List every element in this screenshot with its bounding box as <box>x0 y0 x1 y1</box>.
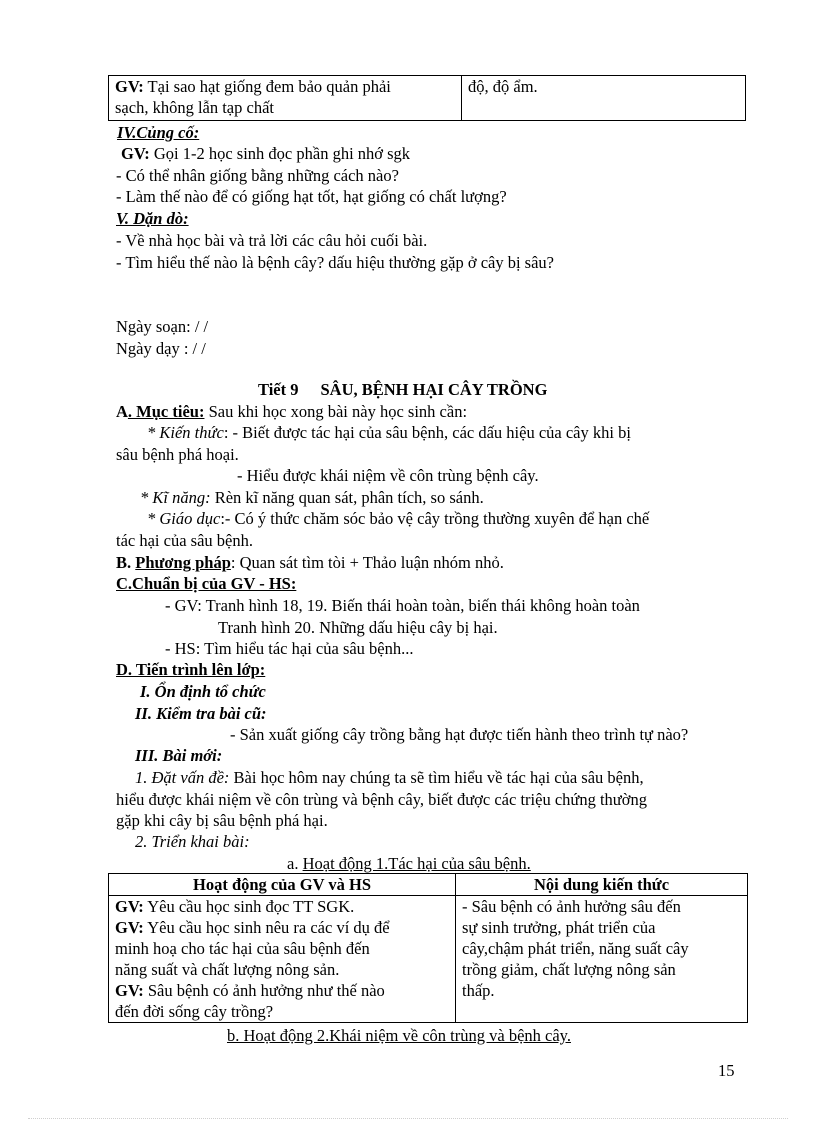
giao-duc-line <box>147 508 649 529</box>
trien-khai-heading: 2. Triển khai bài: <box>135 832 250 851</box>
text: năng suất và chất lượng nông sản. <box>115 960 340 979</box>
cung-co-question-1: - Có thể nhân giống bằng những cách nào? <box>116 166 399 185</box>
text: Gọi 1-2 học sinh đọc phần ghi nhớ sgk <box>149 144 411 163</box>
knowledge-content-cell <box>456 896 748 1023</box>
gv-tag: GV: <box>115 981 144 1000</box>
section-heading-cung-co: IV.Củng cố: <box>117 123 200 142</box>
text: - Sâu bệnh có ảnh hưởng sâu đến <box>462 897 681 916</box>
text: Yêu cầu học sinh nêu ra các ví dụ để <box>143 918 390 937</box>
text: Sâu bệnh có ảnh hưởng như thế nào <box>143 981 385 1000</box>
continued-table <box>108 75 746 121</box>
cung-co-gv-line <box>121 143 410 164</box>
gv-tag: GV: <box>115 897 144 916</box>
chuan-bi-gv-2: Tranh hình 20. Những dấu hiệu cây bị hại. <box>218 618 498 637</box>
text: : - Biết được tác hại của sâu bệnh, các dấu hiệu của cây khi bị <box>223 423 631 442</box>
giao-duc-cont: tác hại của sâu bệnh. <box>116 531 253 550</box>
dan-do-line-2: - Tìm hiểu thế nào là bệnh cây? dấu hiệu thường gặp ở cây bị sâu? <box>116 253 554 272</box>
chuan-bi-hs: - HS: Tìm hiểu tác hại của sâu bệnh... <box>165 639 414 658</box>
text: Rèn kĩ năng quan sát, phân tích, so sánh. <box>210 488 484 507</box>
cell-text: độ, độ ẩm. <box>468 77 538 96</box>
hoat-dong-1-table <box>108 873 748 1023</box>
cell-text: Tại sao hạt giống đem bảo quản phải <box>143 77 391 96</box>
label: . Mục tiêu: <box>127 402 205 421</box>
cell-text: sạch, không lẫn tạp chất <box>115 98 274 117</box>
label: * Kĩ năng: <box>140 488 211 507</box>
label: B. <box>116 553 136 572</box>
chuan-bi-gv-1: - GV: Tranh hình 18, 19. Biến thái hoàn toàn, biến thái không hoàn toàn <box>165 596 640 615</box>
label: A <box>116 402 128 421</box>
table-cell-right <box>462 76 746 121</box>
phuong-phap-line <box>116 552 504 573</box>
table-header-row <box>109 874 748 896</box>
label: a. <box>287 854 303 873</box>
text: Sau khi học xong bài này học sinh cần: <box>204 402 468 421</box>
date-taught: Ngày dạy : / / <box>116 339 206 358</box>
gv-tag: GV: <box>115 918 144 937</box>
ki-nang-line <box>140 487 484 508</box>
dat-van-de-line-3: gặp khi cây bị sâu bệnh phá hại. <box>116 811 328 830</box>
label: 1. Đặt vấn đề: <box>135 768 230 787</box>
text: :- Có ý thức chăm sóc bảo vệ cây trồng thường xuyên để hạn chế <box>220 509 650 528</box>
text: Bài học hôm nay chúng ta sẽ tìm hiểu về tác hại của sâu bệnh, <box>229 768 644 787</box>
text: cây,chậm phát triển, năng suất cây <box>462 939 689 958</box>
dat-van-de-line <box>135 767 644 788</box>
section-heading-dan-do: V. Dặn dò: <box>116 209 189 228</box>
table-row <box>109 76 746 121</box>
section-heading-tien-trinh: D. Tiến trình lên lớp: <box>116 660 266 679</box>
kiem-tra-question: - Sản xuất giống cây trồng bằng hạt được tiến hành theo trình tự nào? <box>230 725 689 744</box>
label: Hoạt động 1.Tác hại của sâu bệnh. <box>302 854 531 873</box>
kien-thuc-cont: sâu bệnh phá hoại. <box>116 445 239 464</box>
text: đến đời sống cây trồng? <box>115 1002 274 1021</box>
page-number: 15 <box>718 1061 735 1080</box>
kien-thuc-2: - Hiểu được khái niệm về côn trùng bệnh cây. <box>237 466 539 485</box>
gv-tag: GV: <box>121 144 150 163</box>
lesson-period: Tiết 9 <box>258 380 299 399</box>
label: Phương pháp <box>135 553 231 572</box>
date-prepared: Ngày soạn: / / <box>116 317 209 336</box>
text: sự sinh trưởng, phát triển của <box>462 918 656 937</box>
column-header: Hoạt động của GV và HS <box>109 874 456 896</box>
gv-tag: GV: <box>115 77 144 96</box>
bai-moi-heading: III. Bài mới: <box>135 746 223 765</box>
cung-co-question-2: - Làm thế nào để có giống hạt tốt, hạt giống có chất lượng? <box>116 187 507 206</box>
kien-thuc-line <box>147 422 631 443</box>
column-header: Nội dung kiến thức <box>456 874 748 896</box>
text: minh hoạ cho tác hại của sâu bệnh đến <box>115 939 370 958</box>
on-dinh-heading: I. Ổn định tổ chức <box>140 682 266 701</box>
text: Yêu cầu học sinh đọc TT SGK. <box>143 897 355 916</box>
lesson-name: SÂU, BỆNH HẠI CÂY TRỒNG <box>320 380 548 399</box>
label: * Kiến thức <box>147 423 224 442</box>
muc-tieu-line <box>116 401 467 422</box>
kiem-tra-heading: II. Kiểm tra bài cũ: <box>135 704 267 723</box>
page-bottom-divider <box>28 1118 788 1119</box>
text: thấp. <box>462 981 495 1000</box>
label: * Giáo dục <box>147 509 221 528</box>
table-cell-left <box>109 76 462 121</box>
lesson-title <box>258 379 547 400</box>
text: : Quan sát tìm tòi + Thảo luận nhóm nhỏ. <box>230 553 504 572</box>
hoat-dong-2-caption: b. Hoạt động 2.Khái niệm về côn trùng và bệnh cây. <box>227 1026 571 1045</box>
dat-van-de-line-2: hiểu được khái niệm về côn trùng và bệnh cây, biết được các triệu chứng thường <box>116 790 647 809</box>
teacher-student-activity-cell <box>109 896 456 1023</box>
hoat-dong-1-caption <box>287 853 531 874</box>
section-heading-chuan-bi: C.Chuẩn bị của GV - HS: <box>116 574 297 593</box>
text: trồng giảm, chất lượng nông sản <box>462 960 676 979</box>
table-row <box>109 896 748 1023</box>
dan-do-line-1: - Về nhà học bài và trả lời các câu hỏi cuối bài. <box>116 231 428 250</box>
